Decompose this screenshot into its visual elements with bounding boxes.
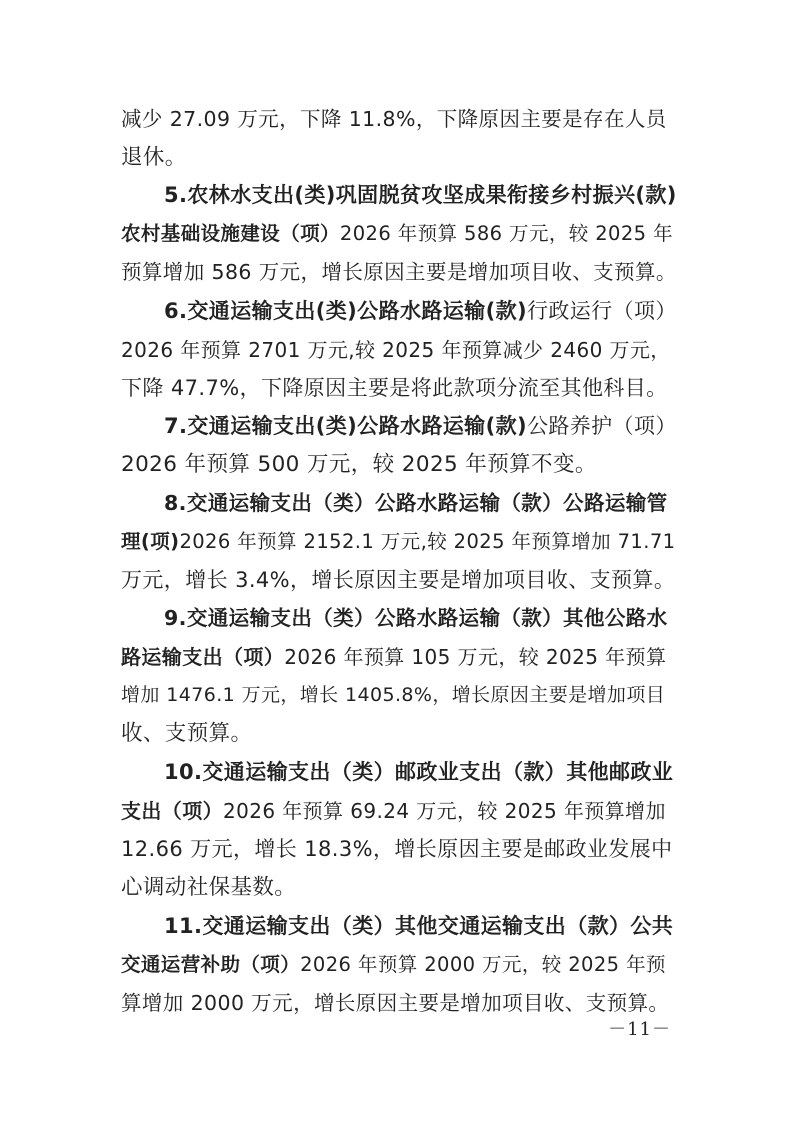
text-line: [121, 946, 676, 985]
item-heading: 路运输支出（项）: [121, 644, 285, 669]
item-heading: 7.交通运输支出(类)公路水路运输(款): [164, 414, 527, 438]
text-line: [121, 253, 676, 292]
line-text: 12.66 万元，增长 18.3%，增长原因主要是邮政业发展中: [121, 837, 673, 861]
text-line: [121, 907, 676, 946]
paragraph-item-9: [121, 599, 676, 753]
text-line: [121, 984, 676, 1023]
text-line: [121, 407, 676, 446]
item-heading: 5.农林水支出(类)巩固脱贫攻坚成果衔接乡村振兴(款): [164, 183, 677, 207]
text-line: [121, 446, 676, 485]
text-line: [121, 638, 676, 677]
text-line: [121, 753, 676, 792]
text-line: [121, 792, 676, 831]
item-heading: 农村基础设施建设（项）: [121, 221, 340, 245]
line-text: 行政运行（项）: [526, 299, 677, 323]
text-line: [121, 215, 676, 254]
item-heading: 10.交通运输支出（类）邮政业支出（款）其他邮政业: [164, 760, 674, 784]
text-line: [121, 484, 676, 523]
line-text: 减少 27.09 万元，下降 11.8%，下降原因主要是存在人员: [121, 107, 667, 131]
text-line: [121, 676, 676, 715]
line-text: 2026 年预算 69.24 万元，较 2025 年预算增加: [223, 798, 666, 823]
line-text: 2026 年预算 2000 万元，较 2025 年预: [300, 952, 666, 976]
item-heading: 8.交通运输支出（类）公路水路运输（款）公路运输管: [164, 491, 668, 515]
text-line: [121, 139, 676, 178]
line-text: 2026 年预算 105 万元，较 2025 年预算: [284, 644, 667, 669]
line-text: 算增加 2000 万元，增长原因主要是增加项目收、支预算。: [121, 991, 670, 1015]
line-text: 心调动社保基数。: [121, 874, 297, 900]
item-heading: 交通运营补助（项）: [121, 952, 301, 976]
text-line: [121, 869, 676, 908]
text-line: [121, 830, 676, 869]
text-line: [121, 561, 676, 600]
line-text: 退休。: [121, 144, 187, 170]
line-text: 2026 年预算 500 万元，较 2025 年预算不变。: [121, 451, 597, 477]
item-heading: 11.交通运输支出（类）其他交通运输支出（款）公共: [164, 914, 674, 938]
line-text: 预算增加 586 万元，增长原因主要是增加项目收、支预算。: [121, 260, 677, 284]
text-line: [121, 523, 676, 562]
line-text: 2026 年预算 2701 万元,较 2025 年预算减少 2460 万元，: [121, 337, 671, 362]
paragraph-item-10: [121, 753, 676, 907]
text-line: [121, 715, 676, 754]
line-text: 收、支预算。: [121, 720, 253, 746]
text-line: [121, 369, 676, 408]
line-text: 公路养护（项）: [526, 414, 677, 438]
line-text: 增加 1476.1 万元，增长 1405.8%，增长原因主要是增加项目: [121, 684, 666, 706]
line-text: 万元，增长 3.4%，增长原因主要是增加项目收、支预算。: [121, 568, 676, 592]
text-line: [121, 100, 676, 139]
paragraph-item-5: [121, 176, 676, 292]
item-heading: 9.交通运输支出（类）公路水路运输（款）其他公路水: [164, 606, 668, 630]
page-number: －11－: [608, 1019, 671, 1040]
text-line: [121, 292, 676, 331]
item-heading: 6.交通运输支出(类)公路水路运输(款): [164, 299, 527, 323]
line-text: 2026 年预算 2152.1 万元,较 2025 年预算增加 71.71: [179, 529, 676, 553]
paragraph-item-8: [121, 484, 676, 600]
paragraph-continued: [121, 100, 676, 177]
item-heading: 支出（项）: [121, 798, 223, 823]
text-line: [121, 176, 676, 215]
line-text: 2026 年预算 586 万元，较 2025 年: [339, 221, 673, 245]
line-text: 下降 47.7%，下降原因主要是将此款项分流至其他科目。: [121, 376, 668, 400]
text-line: [121, 599, 676, 638]
paragraph-item-7: [121, 407, 676, 484]
paragraph-item-11: [121, 907, 676, 1023]
text-line: [121, 331, 676, 370]
item-heading: 理(项): [121, 529, 180, 553]
paragraph-item-6: [121, 292, 676, 408]
